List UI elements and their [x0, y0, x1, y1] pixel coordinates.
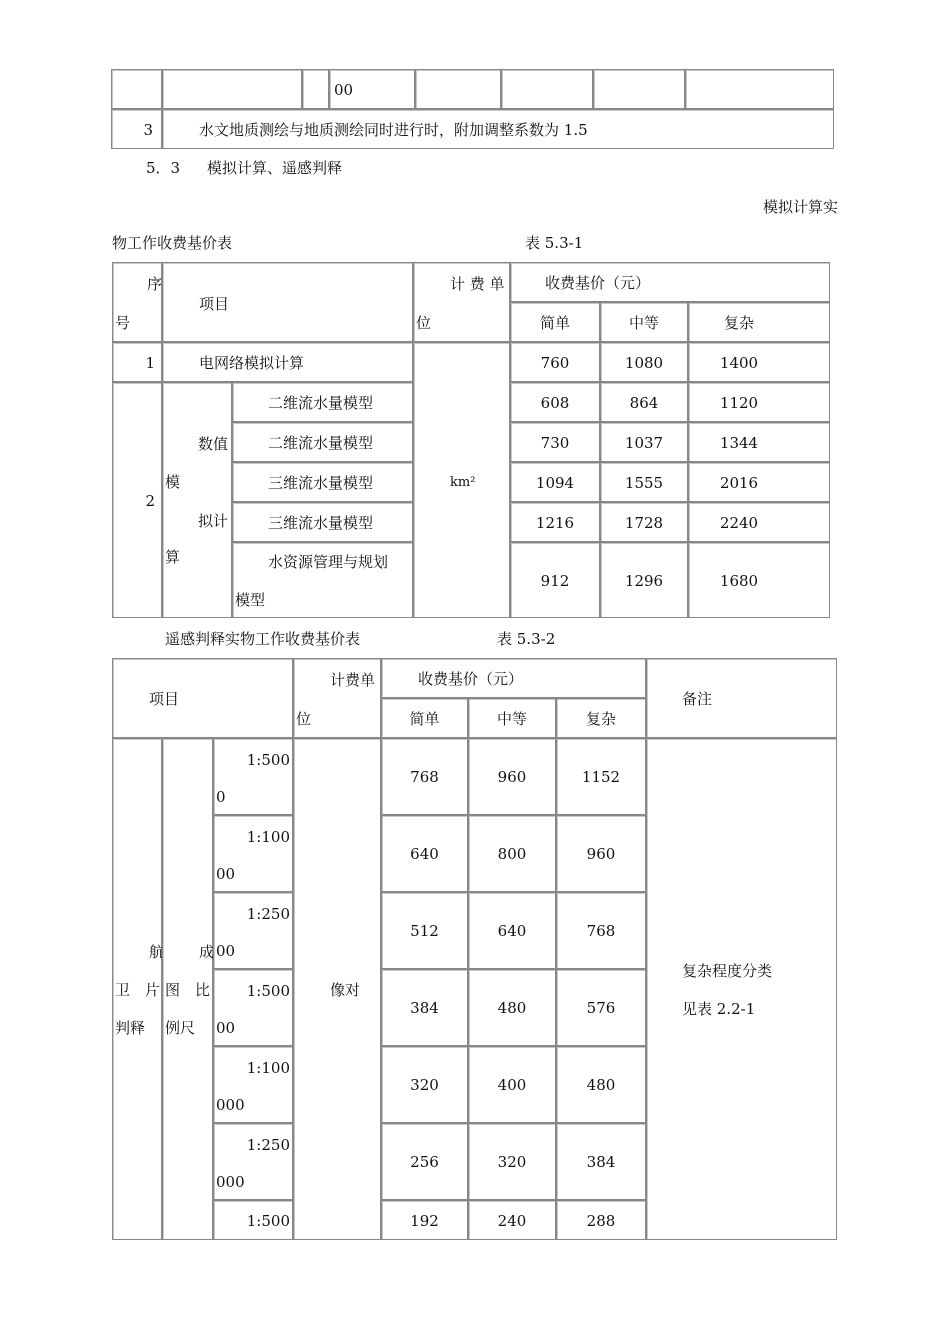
value-cell: [556, 815, 646, 892]
header-price-label: 收费基价（元）: [545, 274, 651, 292]
scale-group-cell: [162, 738, 213, 1240]
header-simple-label: 简单: [409, 710, 440, 728]
value-simple: 768: [410, 768, 439, 786]
caption2-title: 遥感判释实物工作收费基价表: [165, 630, 361, 648]
scale-cell: [213, 969, 293, 1046]
value-cell: [381, 738, 468, 815]
note-cell: [646, 738, 837, 1240]
value-cell: [556, 1046, 646, 1123]
value-simple: 608: [540, 394, 570, 412]
value-simple: 1094: [535, 474, 575, 492]
header-medium: [468, 698, 556, 738]
value-complex: 960: [586, 845, 616, 863]
header-note-label: 备注: [682, 690, 713, 708]
scale-group-label-a: 成: [199, 943, 215, 961]
header-complex-label: 复杂: [723, 314, 754, 332]
value-complex: 1152: [581, 768, 621, 786]
note-text-b: 见表 2.2-1: [682, 1000, 756, 1018]
value-complex: 480: [586, 1076, 616, 1094]
header-note: [646, 658, 837, 738]
value-cell: [600, 462, 688, 502]
value-cell: [468, 738, 556, 815]
row-text: 水文地质测绘与地质测绘同时进行时，附加调整系数为 1.5: [199, 121, 588, 139]
value-cell: [510, 462, 600, 502]
header-unit: [413, 262, 510, 342]
table-cell: [593, 69, 685, 109]
header-complex: [688, 302, 830, 342]
header-seq: [112, 262, 162, 342]
unit-label: km²: [450, 475, 476, 490]
model-cell: [232, 462, 413, 502]
table-cell: [501, 69, 593, 109]
value-cell: [468, 1046, 556, 1123]
value-cell: [600, 422, 688, 462]
header-item-label: 项目: [149, 690, 180, 708]
scale-b: 000: [216, 1173, 245, 1191]
value-complex: 768: [586, 922, 616, 940]
model-cell: [232, 542, 413, 618]
scale-a: 1:100: [246, 828, 290, 846]
header-medium-label: 中等: [496, 710, 527, 728]
value-medium: 1080: [624, 354, 664, 372]
table-cell: [111, 69, 162, 109]
value-simple: 256: [410, 1153, 439, 1171]
value-cell: [510, 382, 600, 422]
value-complex: 2240: [719, 514, 759, 532]
header-seq-b: 号: [115, 314, 131, 332]
header-item: [162, 262, 413, 342]
value-cell: [381, 969, 468, 1046]
caption-line2: 物工作收费基价表: [112, 234, 233, 252]
table-cell: [415, 69, 501, 109]
value-complex: 288: [586, 1212, 616, 1230]
value-simple: 912: [540, 572, 570, 590]
row-number: 3: [143, 121, 153, 139]
model-cell: [232, 382, 413, 422]
row-item: 电网络模拟计算: [199, 354, 305, 372]
header-unit: [293, 658, 381, 738]
table-number-2: 表 5.3-2: [497, 630, 556, 648]
model-cell: [232, 502, 413, 542]
row-number: 1: [145, 354, 155, 372]
value-complex: 576: [586, 999, 616, 1017]
header-medium-label: 中等: [628, 314, 659, 332]
value-medium: 640: [497, 922, 527, 940]
scale-cell: [213, 892, 293, 969]
value-cell: [688, 502, 830, 542]
header-unit-a: 计 费 单: [450, 275, 505, 293]
value-medium: 1296: [624, 572, 664, 590]
row-number-cell: [112, 382, 162, 618]
value-simple: 1216: [535, 514, 575, 532]
value-medium: 1555: [624, 474, 664, 492]
model-name-b: 模型: [235, 591, 266, 609]
value-medium: 1037: [624, 434, 664, 452]
scale-b: 00: [216, 942, 236, 960]
value-cell: [381, 815, 468, 892]
scale-b: 000: [216, 1096, 245, 1114]
group-label-a: 模: [165, 473, 181, 491]
scale-cell: [213, 1200, 293, 1240]
value-medium: 400: [497, 1076, 527, 1094]
scale-group-label-c: 例尺: [165, 1019, 196, 1037]
scale-cell: [213, 738, 293, 815]
value-simple: 730: [540, 434, 570, 452]
value-simple: 640: [410, 845, 439, 863]
header-item-label: 项目: [199, 295, 230, 313]
value-medium: 800: [497, 845, 527, 863]
scale-a: 1:250: [246, 1136, 290, 1154]
table-cell: [685, 69, 834, 109]
header-simple: [381, 698, 468, 738]
value-cell: [600, 382, 688, 422]
value-complex: 1680: [719, 572, 759, 590]
header-item: [112, 658, 293, 738]
value-cell: [556, 738, 646, 815]
header-price: [510, 262, 830, 302]
value-simple: 192: [410, 1212, 439, 1230]
scale-b: 00: [216, 865, 236, 883]
table-number: 表 5.3-1: [525, 234, 584, 252]
header-complex-label: 复杂: [585, 710, 616, 728]
value-cell: [600, 542, 688, 618]
value-cell: [468, 815, 556, 892]
header-seq-a: 序: [147, 275, 163, 293]
value-simple: 512: [410, 922, 439, 940]
header-simple: [510, 302, 600, 342]
value-cell: [688, 462, 830, 502]
value-cell: [381, 1123, 468, 1200]
section-number: 5．3: [146, 159, 181, 177]
scale-cell: [213, 1046, 293, 1123]
sub-label-b: 拟计: [198, 512, 229, 530]
value-medium: 1728: [624, 514, 664, 532]
header-simple-label: 简单: [539, 314, 570, 332]
sub-label-a: 数值: [198, 435, 229, 453]
value-cell: [688, 422, 830, 462]
model-name-a: 水资源管理与规划: [268, 553, 389, 571]
value-cell: [556, 1200, 646, 1240]
model-name: 三维流水量模型: [268, 474, 374, 492]
header-unit-b: 位: [296, 710, 312, 728]
value-medium: 960: [497, 768, 527, 786]
scale-a: 1:250: [246, 905, 290, 923]
scale-cell: [213, 815, 293, 892]
model-name: 二维流水量模型: [268, 434, 374, 452]
value-simple: 760: [540, 354, 570, 372]
value-cell: [381, 1046, 468, 1123]
value-cell: [556, 1123, 646, 1200]
scale-b: 0: [216, 788, 226, 806]
value-cell: [600, 502, 688, 542]
value-medium: 320: [497, 1153, 527, 1171]
value-cell: [468, 892, 556, 969]
value-cell: [556, 892, 646, 969]
value-cell: [688, 342, 830, 382]
scale-group-label-b: 图 比: [165, 981, 211, 999]
value-medium: 240: [497, 1212, 527, 1230]
row-number: 2: [145, 492, 155, 510]
value-cell: [556, 969, 646, 1046]
table-cell: [302, 69, 329, 109]
value-cell: [510, 342, 600, 382]
header-complex: [556, 698, 646, 738]
value-cell: [688, 542, 830, 618]
scale-a: 1:500: [246, 751, 290, 769]
value-complex: 384: [586, 1153, 616, 1171]
group-cell: [162, 382, 232, 618]
value-cell: [381, 892, 468, 969]
row-number-cell: [112, 342, 162, 382]
value-cell: [510, 422, 600, 462]
value-simple: 384: [410, 999, 439, 1017]
category-label-a: 航: [149, 943, 165, 961]
value-medium: 480: [497, 999, 527, 1017]
header-unit-a: 计费单: [330, 671, 376, 689]
value-cell: [468, 1200, 556, 1240]
model-cell: [232, 422, 413, 462]
table-cell: [329, 69, 415, 109]
model-name: 三维流水量模型: [268, 514, 374, 532]
value-cell: [381, 1200, 468, 1240]
category-label-c: 判释: [115, 1019, 146, 1037]
scale-a: 1:100: [246, 1059, 290, 1077]
value-complex: 1344: [719, 434, 759, 452]
section-title: 模拟计算、遥感判释: [207, 159, 343, 177]
value-simple: 320: [410, 1076, 439, 1094]
scale-a: 1:500: [246, 1212, 290, 1230]
caption-line1: 模拟计算实: [762, 198, 838, 216]
cell-text: 00: [334, 81, 354, 99]
category-cell: [112, 738, 165, 1240]
unit-label: 像对: [330, 981, 361, 999]
table-cell: [111, 109, 162, 149]
value-cell: [468, 1123, 556, 1200]
category-label-b: 卫 片: [115, 981, 161, 999]
value-complex: 1120: [719, 394, 759, 412]
note-text-a: 复杂程度分类: [682, 962, 773, 980]
value-medium: 864: [629, 394, 659, 412]
value-cell: [510, 542, 600, 618]
scale-a: 1:500: [246, 982, 290, 1000]
value-cell: [510, 502, 600, 542]
row-item-cell: [162, 342, 413, 382]
value-cell: [600, 342, 688, 382]
value-complex: 2016: [719, 474, 759, 492]
scale-b: 00: [216, 1019, 236, 1037]
table-cell: [162, 69, 302, 109]
header-price: [381, 658, 646, 698]
header-medium: [600, 302, 688, 342]
model-name: 二维流水量模型: [268, 394, 374, 412]
value-complex: 1400: [719, 354, 759, 372]
value-cell: [468, 969, 556, 1046]
unit-cell: [293, 738, 381, 1240]
unit-cell: [413, 342, 510, 618]
group-label-b: 算: [165, 548, 181, 566]
table-cell: [162, 109, 834, 149]
header-unit-b: 位: [416, 314, 432, 332]
header-price-label: 收费基价（元）: [418, 670, 524, 688]
value-cell: [688, 382, 830, 422]
scale-cell: [213, 1123, 293, 1200]
